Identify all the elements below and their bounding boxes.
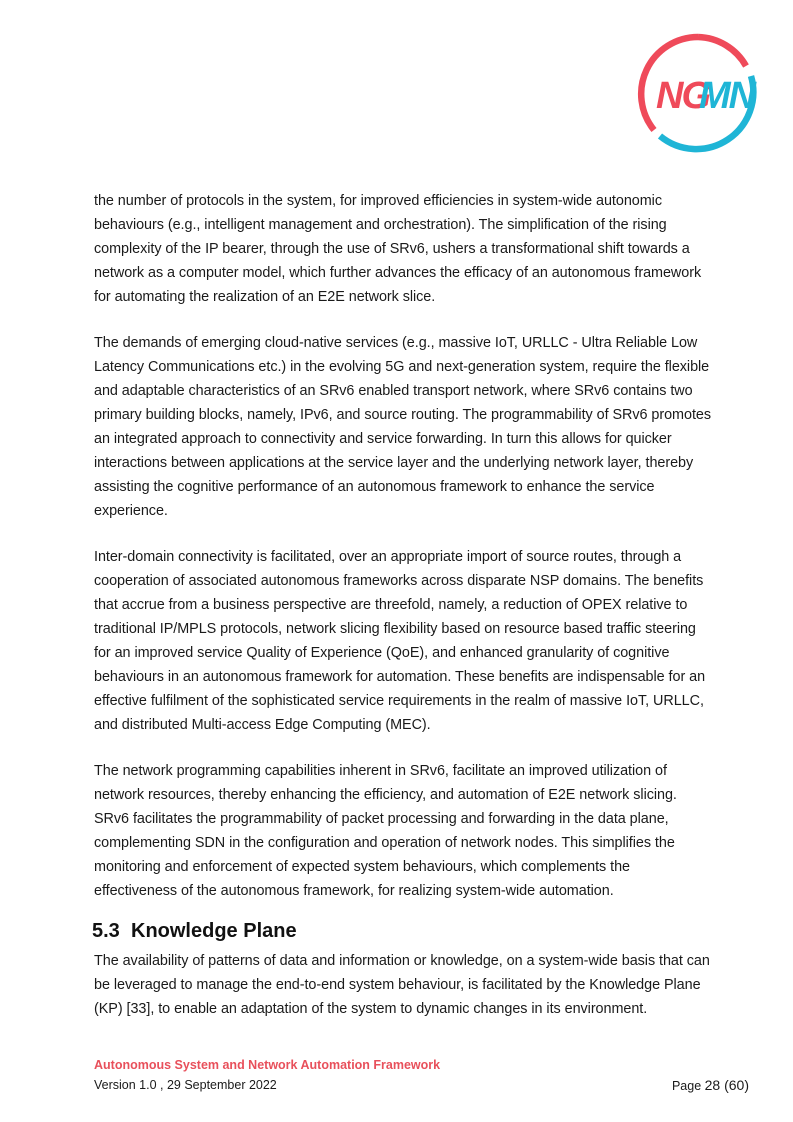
footer-page-number — [672, 1077, 749, 1093]
section-paragraph: The availability of patterns of data and information or knowledge, on a system-wide basis that can be leveraged to manage the end-to-end system behaviour, is facilitated by the Knowledge Plane (KP) [33], to enable an adaptation of the system to dynamic changes in its environment. — [94, 953, 710, 1017]
footer-version: Version 1.0 , 29 September 2022 — [94, 1078, 277, 1092]
ngmn-logo — [634, 30, 762, 158]
page-number: 28 (60) — [704, 1077, 749, 1093]
section-heading — [92, 917, 714, 945]
section-title: Knowledge Plane — [131, 920, 297, 942]
page-label: Page — [671, 1079, 702, 1093]
logo-text-ng: NG — [656, 75, 709, 117]
body-paragraph: Inter-domain connectivity is facilitated, over an appropriate import of source routes, through a cooperation of associated autonomous frameworks across disparate NSP domains. The benefits that accrue from a business perspective are threefold, namely, a reduction of OPEX relative to traditional IP/MPLS protocols, network slicing flexibility based on resource based traffic steering for an improved service Quality of Experience (QoE), and enhanced granularity of cognitive behaviours in an autonomous framework for automation. These benefits are indispensable for an effective fulfilment of the sophisticated service requirements in the realm of massive IoT, URLLC, and distributed Multi-access Edge Computing (MEC). — [94, 549, 706, 733]
logo-ring-red-top — [698, 37, 746, 66]
page-body — [94, 189, 714, 1043]
section-number: 5.3 — [92, 920, 120, 942]
logo-text-mn: MN — [699, 75, 755, 117]
body-paragraph: the number of protocols in the system, for improved efficiencies in system-wide autonomic behaviours (e.g., intelligent management and orchestration). The simplification of the rising complexity of the IP bearer, through the use of SRv6, ushers a transformational shift towards a network as a computer model, which further advances the efficacy of an autonomous framework for automating the realization of an E2E network slice. — [94, 193, 702, 305]
footer-doc-title: Autonomous System and Network Automation Framework — [94, 1058, 441, 1072]
body-paragraph: The demands of emerging cloud-native services (e.g., massive IoT, URLLC - Ultra Reliable Low Latency Communications etc.) in the evolving 5G and next-generation system, require the flexible and adaptable characteristics of an SRv6 enabled transport network, where SRv6 contains two primary building blocks, namely, IPv6, and source routing. The programmability of SRv6 promotes an integrated approach to connectivity and service forwarding. In turn this allows for quicker interactions between applications at the service layer and the underlying network layer, thereby assisting the cognitive performance of an autonomous framework to enhance the service experience. — [94, 335, 711, 519]
body-paragraph: The network programming capabilities inherent in SRv6, facilitate an improved utilization of network resources, thereby enhancing the efficiency, and automation of E2E network slicing. SRv6 facilitates the programmability of packet processing and forwarding in the data plane, complementing SDN in the configuration and operation of network nodes. This simplifies the monitoring and enforcement of expected system behaviours, which complements the effectiveness of the autonomous framework, for realizing system-wide automation. — [94, 763, 677, 899]
